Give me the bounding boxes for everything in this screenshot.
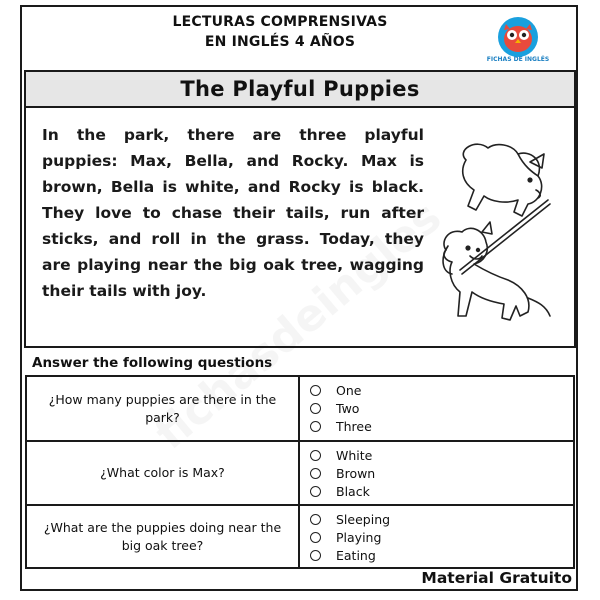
- owl-icon: [482, 15, 554, 57]
- puppies-illustration: [426, 120, 574, 340]
- option-label: Brown: [336, 465, 376, 481]
- answer-options: [310, 510, 390, 564]
- option-label: Two: [336, 400, 360, 416]
- option-label: Sleeping: [336, 511, 391, 527]
- answer-option[interactable]: [310, 446, 375, 464]
- header-title: [150, 12, 410, 52]
- answer-option[interactable]: [310, 417, 372, 435]
- answer-option[interactable]: [310, 381, 372, 399]
- answer-option[interactable]: [310, 510, 390, 528]
- answer-options: [310, 381, 372, 435]
- option-label: Three: [336, 418, 372, 434]
- option-label: Playing: [336, 529, 382, 545]
- header-line-2: EN INGLÉS 4 AÑOS: [204, 34, 356, 50]
- answer-option[interactable]: [310, 399, 372, 417]
- answer-options: [310, 446, 375, 500]
- questions-heading: Answer the following questions: [32, 355, 273, 371]
- answer-option[interactable]: [310, 464, 375, 482]
- question-text: ¿What color is Max?: [27, 442, 300, 504]
- radio-button[interactable]: [310, 421, 321, 432]
- answer-option[interactable]: [310, 528, 390, 546]
- option-label: White: [336, 447, 373, 463]
- radio-button[interactable]: [310, 514, 321, 525]
- question-text: ¿How many puppies are there in the park?: [27, 377, 300, 440]
- story-title: The Playful Puppies: [180, 77, 420, 101]
- option-label: Black: [336, 483, 370, 499]
- owl-logo: [482, 15, 554, 73]
- radio-button[interactable]: [310, 468, 321, 479]
- reading-box: [24, 108, 576, 348]
- question-row: [27, 377, 573, 442]
- radio-button[interactable]: [310, 532, 321, 543]
- question-row: [27, 442, 573, 506]
- question-text: ¿What are the puppies doing near the big oak tree?: [27, 506, 300, 567]
- radio-button[interactable]: [310, 486, 321, 497]
- option-label: Eating: [336, 547, 376, 563]
- radio-button[interactable]: [310, 450, 321, 461]
- reading-paragraph: In the park, there are three playful puppies: Max, Bella, and Rocky. Max is brown, Bella is white, and Rocky is black. They love to chase their tails, run after sticks, and roll in the grass. Today, they are playing near the big oak tree, wagging their tails with joy.: [42, 126, 424, 300]
- footer-label: Material Gratuito: [421, 569, 572, 587]
- radio-button[interactable]: [310, 550, 321, 561]
- radio-button[interactable]: [310, 385, 321, 396]
- story-title-bar: [24, 70, 576, 108]
- option-label: One: [336, 382, 362, 398]
- questions-table: [25, 375, 575, 569]
- question-row: [27, 506, 573, 567]
- header-line-1: LECTURAS COMPRENSIVAS: [172, 14, 388, 30]
- radio-button[interactable]: [310, 403, 321, 414]
- answer-option[interactable]: [310, 546, 390, 564]
- answer-option[interactable]: [310, 482, 375, 500]
- logo-text: FICHAS DE INGLÉS: [486, 56, 550, 63]
